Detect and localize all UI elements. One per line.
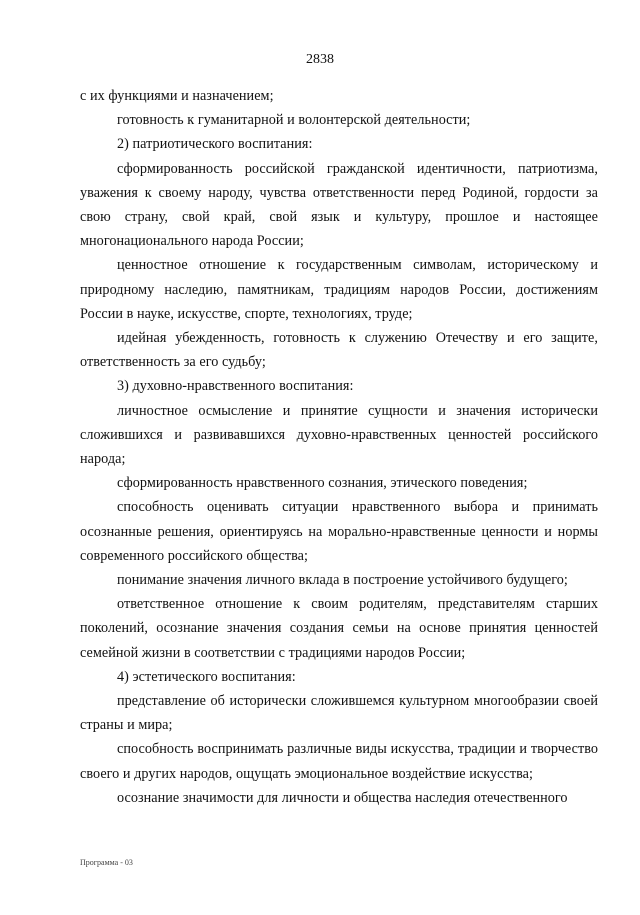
footer-note: Программа - 03 [80, 858, 133, 867]
paragraph: способность воспринимать различные виды искусства, традиции и творчество своего и других народов, ощущать эмоциональное воздействие искусства; [80, 741, 598, 782]
paragraph: осознание значимости для личности и общества наследия отечественного [117, 789, 568, 806]
section-heading-spiritual-moral: 3) духовно-нравственного воспитания: [117, 378, 354, 395]
paragraph: способность оценивать ситуации нравственного выбора и принимать осознанные решения, ориентируясь на морально-нравственные ценности и нормы современного российского общества; [80, 499, 598, 564]
section-heading-patriotic: 2) патриотического воспитания: [117, 136, 313, 153]
paragraph-continuation: с их функциями и назначением; [80, 88, 274, 104]
paragraph: сформированность российской гражданской идентичности, патриотизма, уважения к своему народу, чувства ответственности перед Родиной, гордости за свою страну, свой край, свой язык и культуру, прошлое и настоящее многонационального народа России; [80, 160, 598, 250]
section-heading-aesthetic: 4) эстетического воспитания: [117, 668, 296, 685]
page-number: 2838 [306, 52, 334, 67]
paragraph: личностное осмысление и принятие сущности и значения исторически сложившихся и развивавшихся духовно-нравственных ценностей российского народа; [80, 402, 598, 468]
paragraph: ценностное отношение к государственным символам, историческому и природному наследию, памятникам, традициям народов России, достижениям России в науке, искусстве, спорте, технологиях, труде; [80, 257, 598, 322]
paragraph: ответственное отношение к своим родителям, представителям старших поколений, осознание значения создания семьи на основе принятия ценностей семейной жизни в соответствии с традициями народов России; [80, 596, 598, 661]
paragraph: сформированность нравственного сознания, этического поведения; [117, 475, 528, 492]
paragraph: готовность к гуманитарной и волонтерской деятельности; [117, 112, 471, 129]
paragraph: понимание значения личного вклада в построение устойчивого будущего; [117, 572, 568, 589]
paragraph: идейная убежденность, готовность к служению Отечеству и его защите, ответственность за его судьбу; [80, 330, 598, 371]
paragraph: представление об исторически сложившемся культурном многообразии своей страны и мира; [80, 693, 598, 734]
document-body [80, 84, 598, 810]
